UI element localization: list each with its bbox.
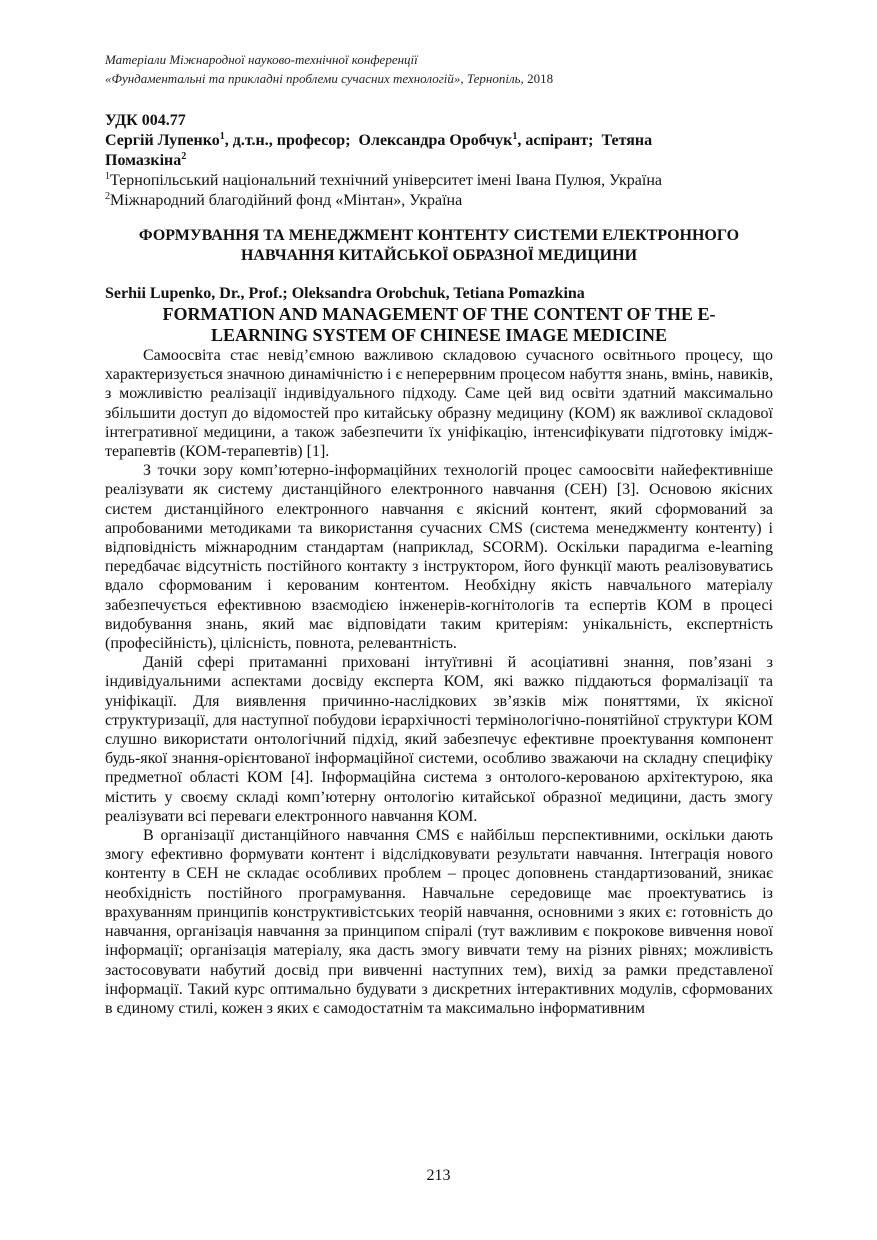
affiliation-2-sup: 2: [105, 191, 110, 202]
title-en-line-1: FORMATION AND MANAGEMENT OF THE CONTENT OF THE E-: [162, 304, 716, 324]
header-line-1: Матеріали Міжнародної науково-технічної конференції: [105, 52, 418, 67]
paper-page: [105, 50, 773, 1018]
affiliation-1: [105, 171, 773, 191]
author-1-sup: 1: [219, 131, 225, 142]
title-ua-line-1: ФОРМУВАННЯ ТА МЕНЕДЖМЕНТ КОНТЕНТУ СИСТЕМИ ЕЛЕКТРОННОГО: [138, 227, 740, 244]
author-1: Сергій Лупенко: [105, 132, 220, 149]
title-en-line-2: LEARNING SYSTEM OF CHINESE IMAGE MEDICINE: [211, 325, 667, 345]
affiliation-1-text: Тернопільський національний технічний університет імені Івана Пулюя, Україна: [110, 172, 662, 189]
paragraph: В організації дистанційного навчання CMS є найбільш перспективними, оскільки дають змогу ефективно формувати контент і відслідковувати результати навчання. Інтеграція нового контенту в СЕН не складає особливих проблем – процес доповнень стандартизований, зникає необхідність постійного програмування. Навчальне середовище має проектуватись із врахуванням принципів конструктивістських теорій навчання, основними з яких є: готовність до навчання, організація навчання за принципом спіралі (тут важливим є покрокове вивчення нової інформації; організація матеріалу, яка дасть змогу вивчати тему на різних рівнях; можливість застосовувати набутий досвід при вивченні наступних тем), вихід за рамки представленої інформації. Такий курс оптимально будувати з дискретних інтерактивних модулів, сформованих в єдиному стилі, кожен з яких є самодостатнім та максимально інформативним: [105, 827, 773, 1017]
page-number: 213: [426, 1167, 451, 1184]
authors-ua: [105, 131, 773, 171]
author-3-last: Помазкіна: [105, 152, 182, 169]
author-1-role: , д.т.н., професор;: [224, 132, 351, 149]
affiliation-2: [105, 191, 773, 211]
running-header: [105, 50, 773, 88]
paper-title-en: [105, 304, 773, 346]
header-line-2: [105, 69, 773, 88]
body-text: [105, 346, 773, 1018]
paragraph: З точки зору комп’ютерно-інформаційних технологій процес самоосвіти найефективніше реалізувати як систему дистанційного електронного навчання (СЕН) [3]. Основою якісних систем дистанційного електронного навчання є якісний контент, який сформований за апробованими методиками та використання сучасних CMS (система менеджменту контенту) і відповідність міжнародним стандартам (наприклад, SCORM). Оскільки парадигма e-learning передбачає відсутність постійного контакту з інструктором, його функції мають реалізовуватись вдало сформованим і керованим контентом. Необхідну якість навчального матеріалу забезпечується ефективною взаємодією інженерів-когнітологів та еспертів КОМ в процесі видобування знань, який має відповідати таким критеріям: унікальність, експертність (професійність), цілісність, повнота, релевантність.: [105, 462, 773, 653]
paragraph: Самоосвіта стає невід’ємною важливою складовою сучасного освітнього процесу, що характеризується значною динамічністю і є неперервним процесом набуття знань, вмінь, навиків, з можливістю реалізації індивідуального підходу. Саме цей вид освіти здатний максимально збільшити доступ до відомостей про китайську образну медицину (КОМ) як важливої складової інтегративної медицини, а також забезпечити їх уніфікацію, інтенсифікувати підготовку імідж-терапевтів (КОМ-терапевтів) [1].: [105, 347, 773, 461]
affiliation-1-sup: 1: [105, 171, 110, 182]
affiliation-2-text: Міжнародний благодійний фонд «Мінтан», Україна: [110, 192, 463, 209]
author-2-role: , аспірант;: [517, 132, 594, 149]
header-line-2-text: «Фундаментальні та прикладні проблеми сучасних технологій», Тернопіль,: [105, 71, 524, 86]
author-2-sup: 1: [512, 131, 518, 142]
header-year: 2018: [527, 71, 554, 86]
paragraph: Даній сфері притаманні приховані інтуїтивні й асоціативні знання, пов’язані з індивідуальними аспектами досвіду експерта КОМ, які важко піддаються формалізації та уніфікації. Для виявлення причинно-наслідкових зв’язків між поняттями, їх якісної структуризації, для наступної побудови ієрархічності термінологічно-понятійної структури КОМ слушно використати онтологічний підхід, який забезпечує ефективне проектування компонент будь-якої знання-орієнтованої інформаційної системи, особливо зважаючи на складну специфіку предметної області КОМ [4]. Інформаційна система з онтолого-керованою архітектурою, яка містить у своєму складі комп’ютерну онтологію китайської образної медицини, дасть змогу реалізувати всі переваги електронного навчання КОМ.: [105, 654, 773, 825]
udk-code: УДК 004.77: [105, 112, 186, 129]
paper-title-ua: [105, 226, 773, 266]
title-ua-line-2: НАВЧАННЯ КИТАЙСЬКОЇ ОБРАЗНОЇ МЕДИЦИНИ: [240, 247, 638, 264]
author-2: Олександра Оробчук: [358, 132, 513, 149]
authors-en: Serhii Lupenko, Dr., Prof.; Oleksandra Orobchuk, Tetiana Pomazkina: [105, 285, 585, 302]
author-3-sup: 2: [181, 151, 187, 162]
author-3-first: Тетяна: [601, 132, 653, 149]
